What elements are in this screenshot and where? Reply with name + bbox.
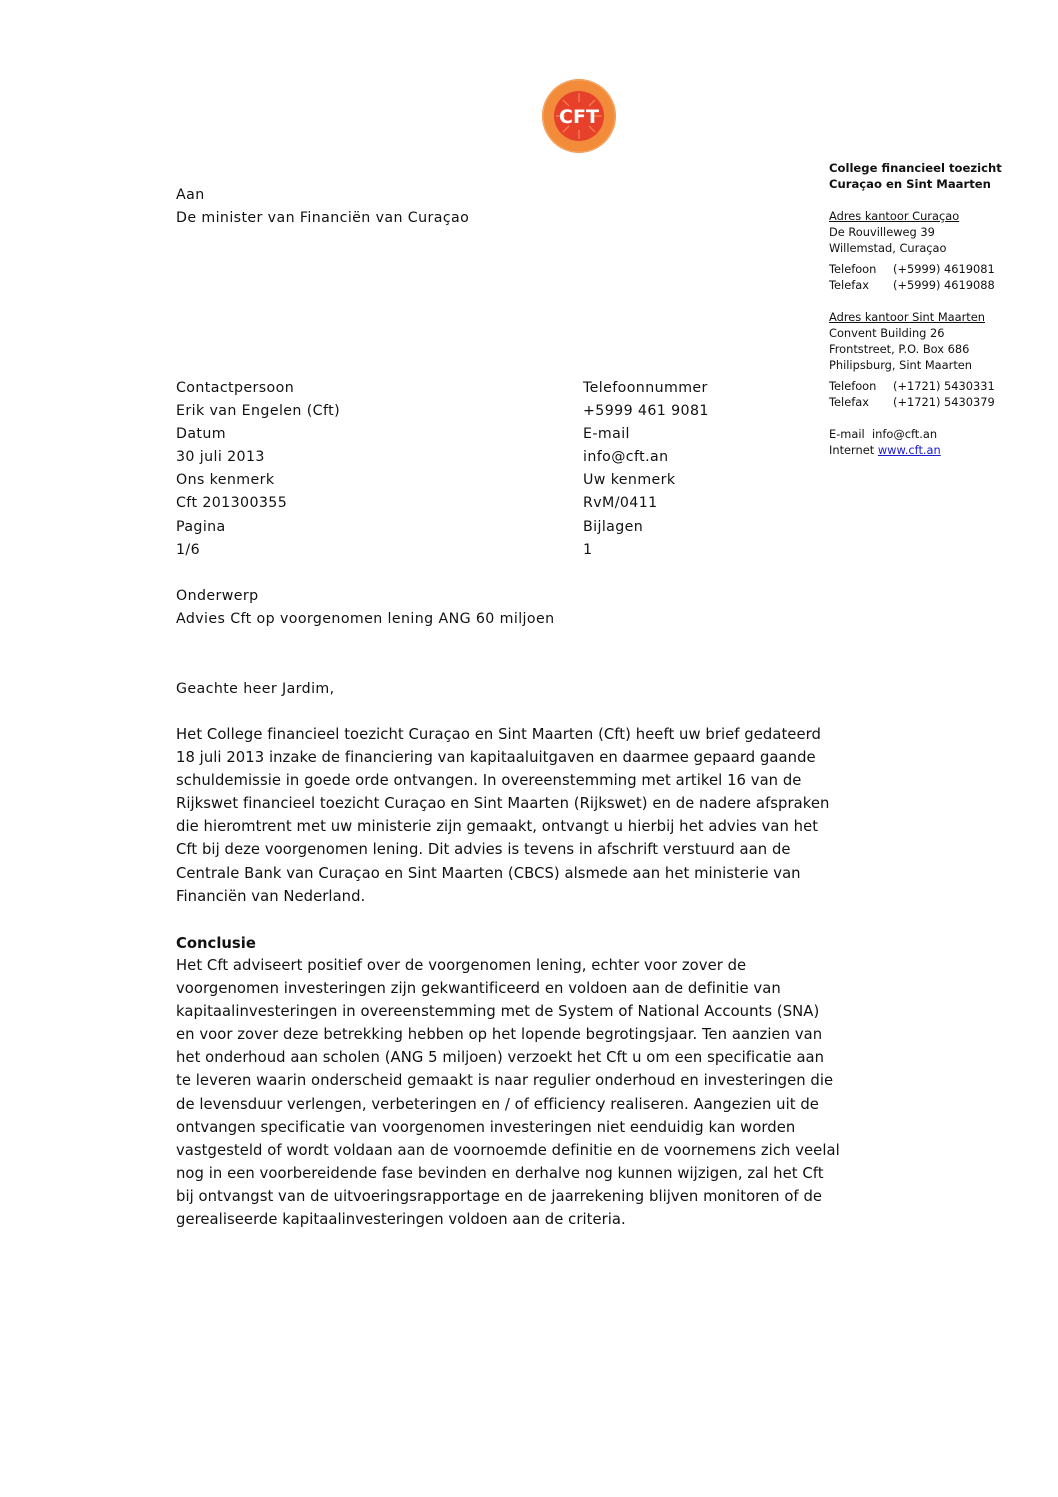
- sint-maarten-fax-row: [829, 394, 1049, 410]
- attachments-label: Bijlagen: [583, 518, 644, 535]
- paragraph-line: Het Cft adviseert positief over de voorgenomen lening, echter voor zover de: [176, 957, 747, 974]
- conclusion-heading: Conclusie: [176, 935, 256, 952]
- paragraph-line: bij ontvangst van de uitvoeringsrapportage en de jaarrekening blijven monitoren of de: [176, 1187, 823, 1205]
- paragraph-line: gerealiseerde kapitaalinvesteringen voldoen aan de criteria.: [176, 1211, 626, 1229]
- sidebar-email-row: [829, 426, 1049, 442]
- sint-maarten-address-line1: Convent Building 26: [829, 326, 945, 340]
- org-name-line2: Curaçao en Sint Maarten: [829, 177, 991, 191]
- cft-logo: [541, 78, 617, 154]
- org-name-line1: College financieel toezicht: [829, 161, 1002, 175]
- paragraph-line: kapitaalinvesteringen in overeenstemming met de System of National Accounts (SNA): [176, 1003, 820, 1021]
- your-ref-label: Uw kenmerk: [583, 472, 676, 489]
- paragraph-line: Centrale Bank van Curaçao en Sint Maarten (CBCS) alsmede aan het ministerie van: [176, 864, 801, 882]
- email-label: E-mail: [583, 426, 630, 443]
- our-ref-value: Cft 201300355: [176, 495, 288, 512]
- attachments-value: 1: [583, 541, 593, 558]
- curacao-fax-label: Telefax: [829, 278, 869, 292]
- sidebar-internet-row: [829, 442, 1049, 458]
- curacao-address-line1: De Rouvilleweg 39: [829, 225, 935, 239]
- paragraph-line: vastgesteld of wordt voldaan aan de voornoemde definitie en de voornemens zich veelal: [176, 1141, 840, 1159]
- svg-text:CFT: CFT: [559, 106, 599, 128]
- curacao-address-line2: Willemstad, Curaçao: [829, 241, 947, 255]
- curacao-office-heading: Adres kantoor Curaçao: [829, 209, 960, 223]
- your-ref-value: RvM/0411: [583, 495, 658, 512]
- paragraph-line: schuldemissie in goede orde ontvangen. In overeenstemming met artikel 16 van de: [176, 772, 802, 790]
- curacao-fax: (+5999) 4619088: [893, 278, 995, 292]
- sidebar-email: info@cft.an: [871, 427, 938, 441]
- paragraph-line: die hieromtrent met uw ministerie zijn gemaakt, ontvangt u hierbij het advies van het: [176, 818, 819, 836]
- sidebar-internet-label: Internet: [829, 443, 875, 457]
- contact-value: Erik van Engelen (Cft): [176, 403, 341, 420]
- paragraph-line: Financiën van Nederland.: [176, 887, 366, 905]
- cft-seal-icon: [541, 78, 617, 154]
- sint-maarten-fax: (+1721) 5430379: [893, 395, 995, 409]
- subject-block: [176, 585, 555, 631]
- salutation: Geachte heer Jardim,: [176, 681, 335, 697]
- paragraph-line: de levensduur verlengen, verbeteringen en / of efficiency realiseren. Aangezien uit de: [176, 1095, 819, 1113]
- curacao-phone-label: Telefoon: [829, 262, 877, 276]
- paragraph-line: het onderhoud aan scholen (ANG 5 miljoen) verzoekt het Cft u om een specificatie aan: [176, 1049, 825, 1067]
- page-label: Pagina: [176, 518, 226, 535]
- website-link[interactable]: www.cft.an: [877, 443, 941, 457]
- paragraph-line: Cft bij deze voorgenomen lening. Dit advies is tevens in afschrift verstuurd aan de: [176, 841, 791, 859]
- email-value: info@cft.an: [583, 449, 669, 466]
- date-value: 30 juli 2013: [176, 449, 265, 466]
- paragraph-line: ontvangen specificatie van voorgenomen investeringen niet eenduidig kan worden: [176, 1118, 796, 1136]
- conclusion-paragraph: [176, 954, 896, 1231]
- sint-maarten-address-line2: Frontstreet, P.O. Box 686: [829, 342, 970, 356]
- curacao-fax-row: [829, 277, 1049, 293]
- letter-meta: [176, 377, 736, 562]
- addressee-label: Aan: [176, 187, 205, 203]
- sint-maarten-phone-row: [829, 378, 1049, 394]
- paragraph-line: 18 juli 2013 inzake de financiering van kapitaaluitgaven en daarmee gepaard gaande: [176, 749, 816, 767]
- paragraph-line: Rijkswet financieel toezicht Curaçao en Sint Maarten (Rijkswet) en de nadere afspraken: [176, 795, 830, 813]
- sint-maarten-address-line3: Philipsburg, Sint Maarten: [829, 358, 973, 372]
- phone-label: Telefoonnummer: [583, 380, 708, 396]
- subject-text: Advies Cft op voorgenomen lening ANG 60 miljoen: [176, 611, 555, 627]
- phone-value: +5999 461 9081: [583, 403, 709, 420]
- curacao-phone-row: [829, 261, 1049, 277]
- subject-label: Onderwerp: [176, 588, 259, 604]
- sint-maarten-fax-label: Telefax: [829, 395, 869, 409]
- paragraph-line: Het College financieel toezicht Curaçao en Sint Maarten (Cft) heeft uw brief gedateerd: [176, 726, 821, 743]
- intro-paragraph: [176, 723, 896, 908]
- date-label: Datum: [176, 426, 226, 443]
- paragraph-line: voorgenomen investeringen zijn gekwantificeerd en voldoen aan de definitie van: [176, 980, 781, 998]
- sidebar-email-label: E-mail: [829, 427, 865, 441]
- sint-maarten-phone-label: Telefoon: [829, 379, 877, 393]
- page-value: 1/6: [176, 541, 201, 558]
- contact-label: Contactpersoon: [176, 380, 295, 396]
- sint-maarten-phone: (+1721) 5430331: [893, 379, 995, 393]
- paragraph-line: en voor zover deze betrekking hebben op het lopende begrotingsjaar. Ten aanzien van: [176, 1026, 823, 1044]
- paragraph-line: nog in een voorbereidende fase bevinden en derhalve nog kunnen wijzigen, zal het Cft: [176, 1164, 824, 1182]
- addressee-name: De minister van Financiën van Curaçao: [176, 210, 470, 226]
- addressee-block: [176, 184, 469, 230]
- sint-maarten-office-heading: Adres kantoor Sint Maarten: [829, 310, 985, 324]
- paragraph-line: te leveren waarin onderscheid gemaakt is naar regulier onderhoud en investeringen die: [176, 1072, 834, 1090]
- sender-sidebar: [829, 160, 1049, 458]
- our-ref-label: Ons kenmerk: [176, 472, 275, 489]
- curacao-phone: (+5999) 4619081: [893, 262, 995, 276]
